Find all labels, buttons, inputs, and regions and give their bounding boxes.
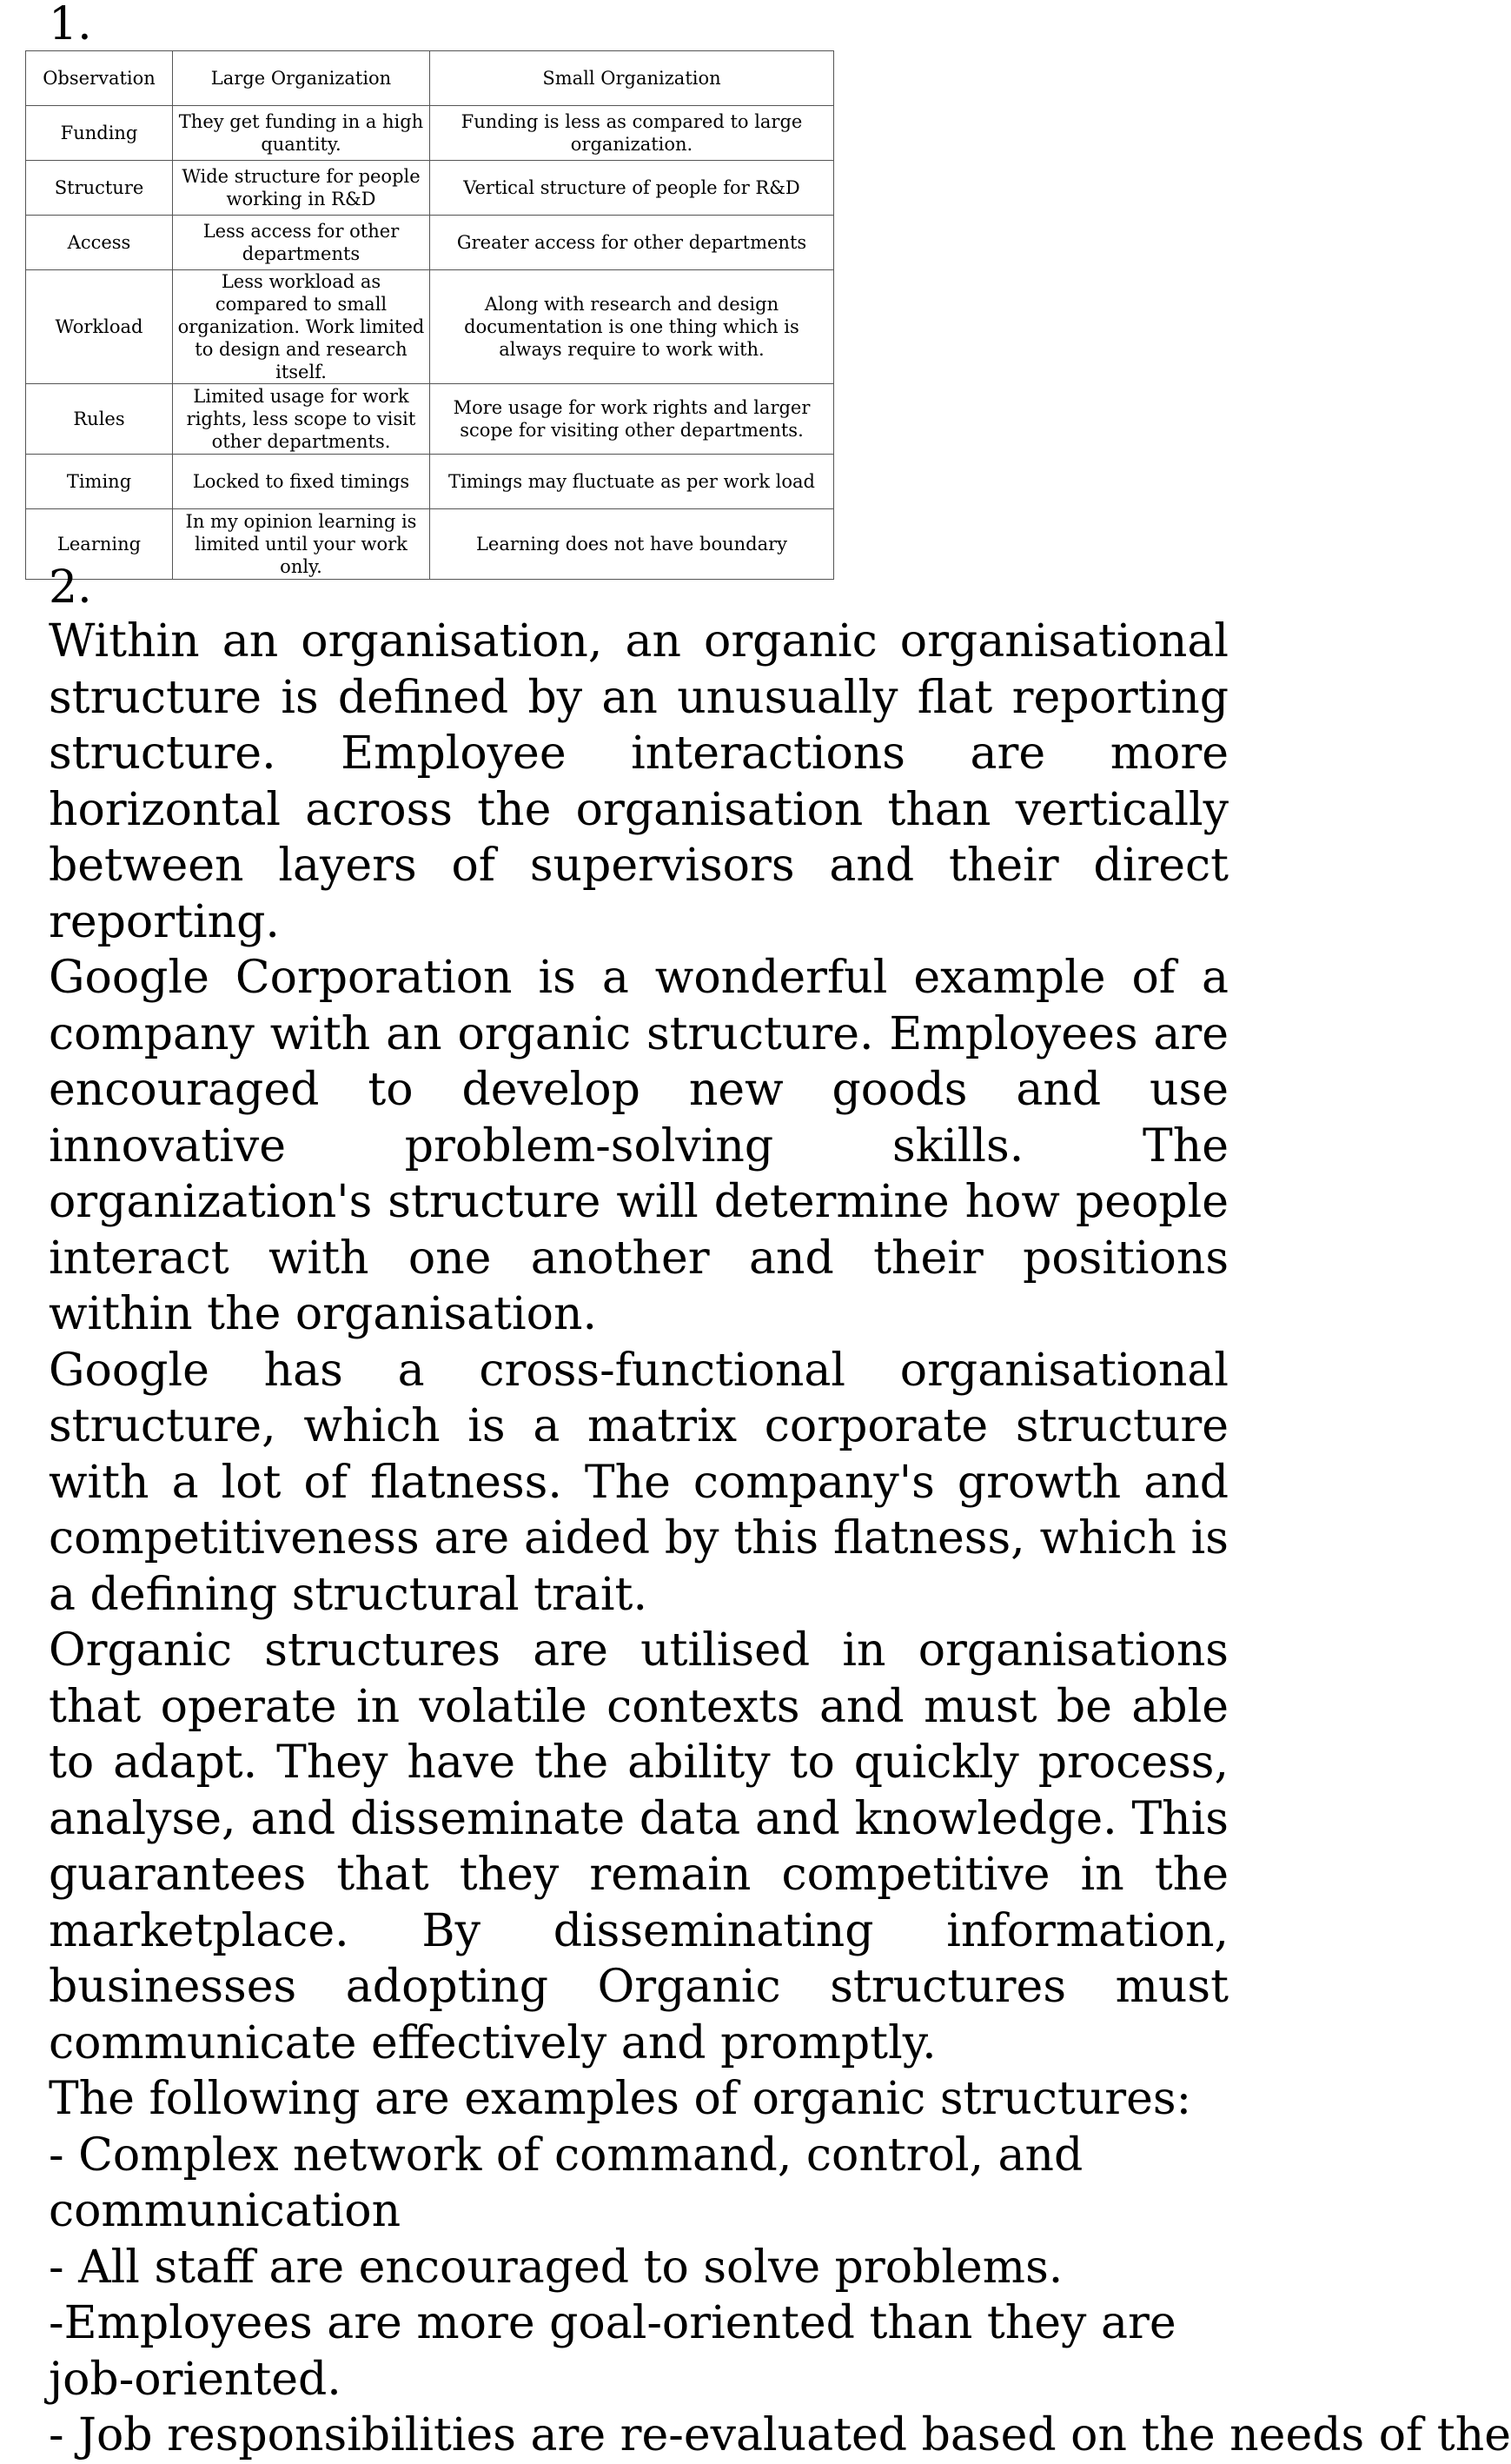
- section-number-1: 1.: [49, 0, 92, 50]
- body-text: [49, 614, 1511, 2464]
- table-cell: In my opinion learning is limited until your work only.: [173, 509, 430, 580]
- table-cell: Funding is less as compared to large organization.: [430, 106, 834, 161]
- comparison-table: [25, 50, 834, 580]
- table-cell: Learning does not have boundary: [430, 509, 834, 580]
- table-cell: Limited usage for work rights, less scope to visit other departments.: [173, 384, 430, 455]
- table-row: [26, 509, 834, 580]
- table-cell: Timings may fluctuate as per work load: [430, 455, 834, 509]
- table-header-row: [26, 51, 834, 106]
- paragraph: Google Corporation is a wonderful example of a company with an organic structure. Employees are encouraged to develop new goods and use innovative problem-solving skills. The organization's structure will determine how people interact with one another and their positions within the organisation.: [49, 952, 1229, 1340]
- paragraph: Within an organisation, an organic organisational structure is defined by an unusually flat reporting structure. Employee interactions are more horizontal across the organisation than vertically between layers of supervisors and their direct reporting.: [49, 615, 1229, 948]
- table-row: [26, 270, 834, 384]
- table-cell: Locked to fixed timings: [173, 455, 430, 509]
- paragraph: Organic structures are utilised in organisations that operate in volatile contexts and must be able to adapt. They have the ability to quickly process, analyse, and disseminate data and knowledge. This guarantees that they remain competitive in the marketplace. By disseminating information, businesses adopting Organic structures must communicate effectively and promptly.: [49, 1624, 1229, 2069]
- table-header-cell: Observation: [26, 51, 173, 106]
- table-cell: Funding: [26, 106, 173, 161]
- list-item-cutoff: - Job responsibilities are re-evaluated based on the needs of the: [49, 2409, 1511, 2461]
- table-cell: Less access for other departments: [173, 216, 430, 270]
- table-cell: Less workload as compared to small organization. Work limited to design and research itself.: [173, 270, 430, 384]
- paragraph: Google has a cross-functional organisational structure, which is a matrix corporate structure with a lot of flatness. The company's growth and competitiveness are aided by this flatness, which is a defining structural trait.: [49, 1344, 1229, 1621]
- table-cell: More usage for work rights and larger scope for visiting other departments.: [430, 384, 834, 455]
- table-row: [26, 106, 834, 161]
- table-cell: Access: [26, 216, 173, 270]
- table-cell: Wide structure for people working in R&D: [173, 161, 430, 216]
- section-number-2: 2.: [49, 561, 92, 614]
- table-header-cell: Large Organization: [173, 51, 430, 106]
- table-row: [26, 455, 834, 509]
- examples-intro: The following are examples of organic structures:: [49, 2073, 1192, 2125]
- table-cell: Learning: [26, 509, 173, 580]
- list-item: - All staff are encouraged to solve problems.: [49, 2241, 1064, 2294]
- table-cell: They get funding in a high quantity.: [173, 106, 430, 161]
- list-item: -Employees are more goal-oriented than they are job-oriented.: [49, 2297, 1176, 2406]
- list-item: - Complex network of command, control, and communication: [49, 2129, 1084, 2237]
- table-cell: Timing: [26, 455, 173, 509]
- table-cell: Along with research and design documentation is one thing which is always require to work with.: [430, 270, 834, 384]
- table-row: [26, 161, 834, 216]
- table-cell: Vertical structure of people for R&D: [430, 161, 834, 216]
- table-header-cell: Small Organization: [430, 51, 834, 106]
- table-cell: Workload: [26, 270, 173, 384]
- table-row: [26, 384, 834, 455]
- table-cell: Rules: [26, 384, 173, 455]
- table-cell: Greater access for other departments: [430, 216, 834, 270]
- table-row: [26, 216, 834, 270]
- table-cell: Structure: [26, 161, 173, 216]
